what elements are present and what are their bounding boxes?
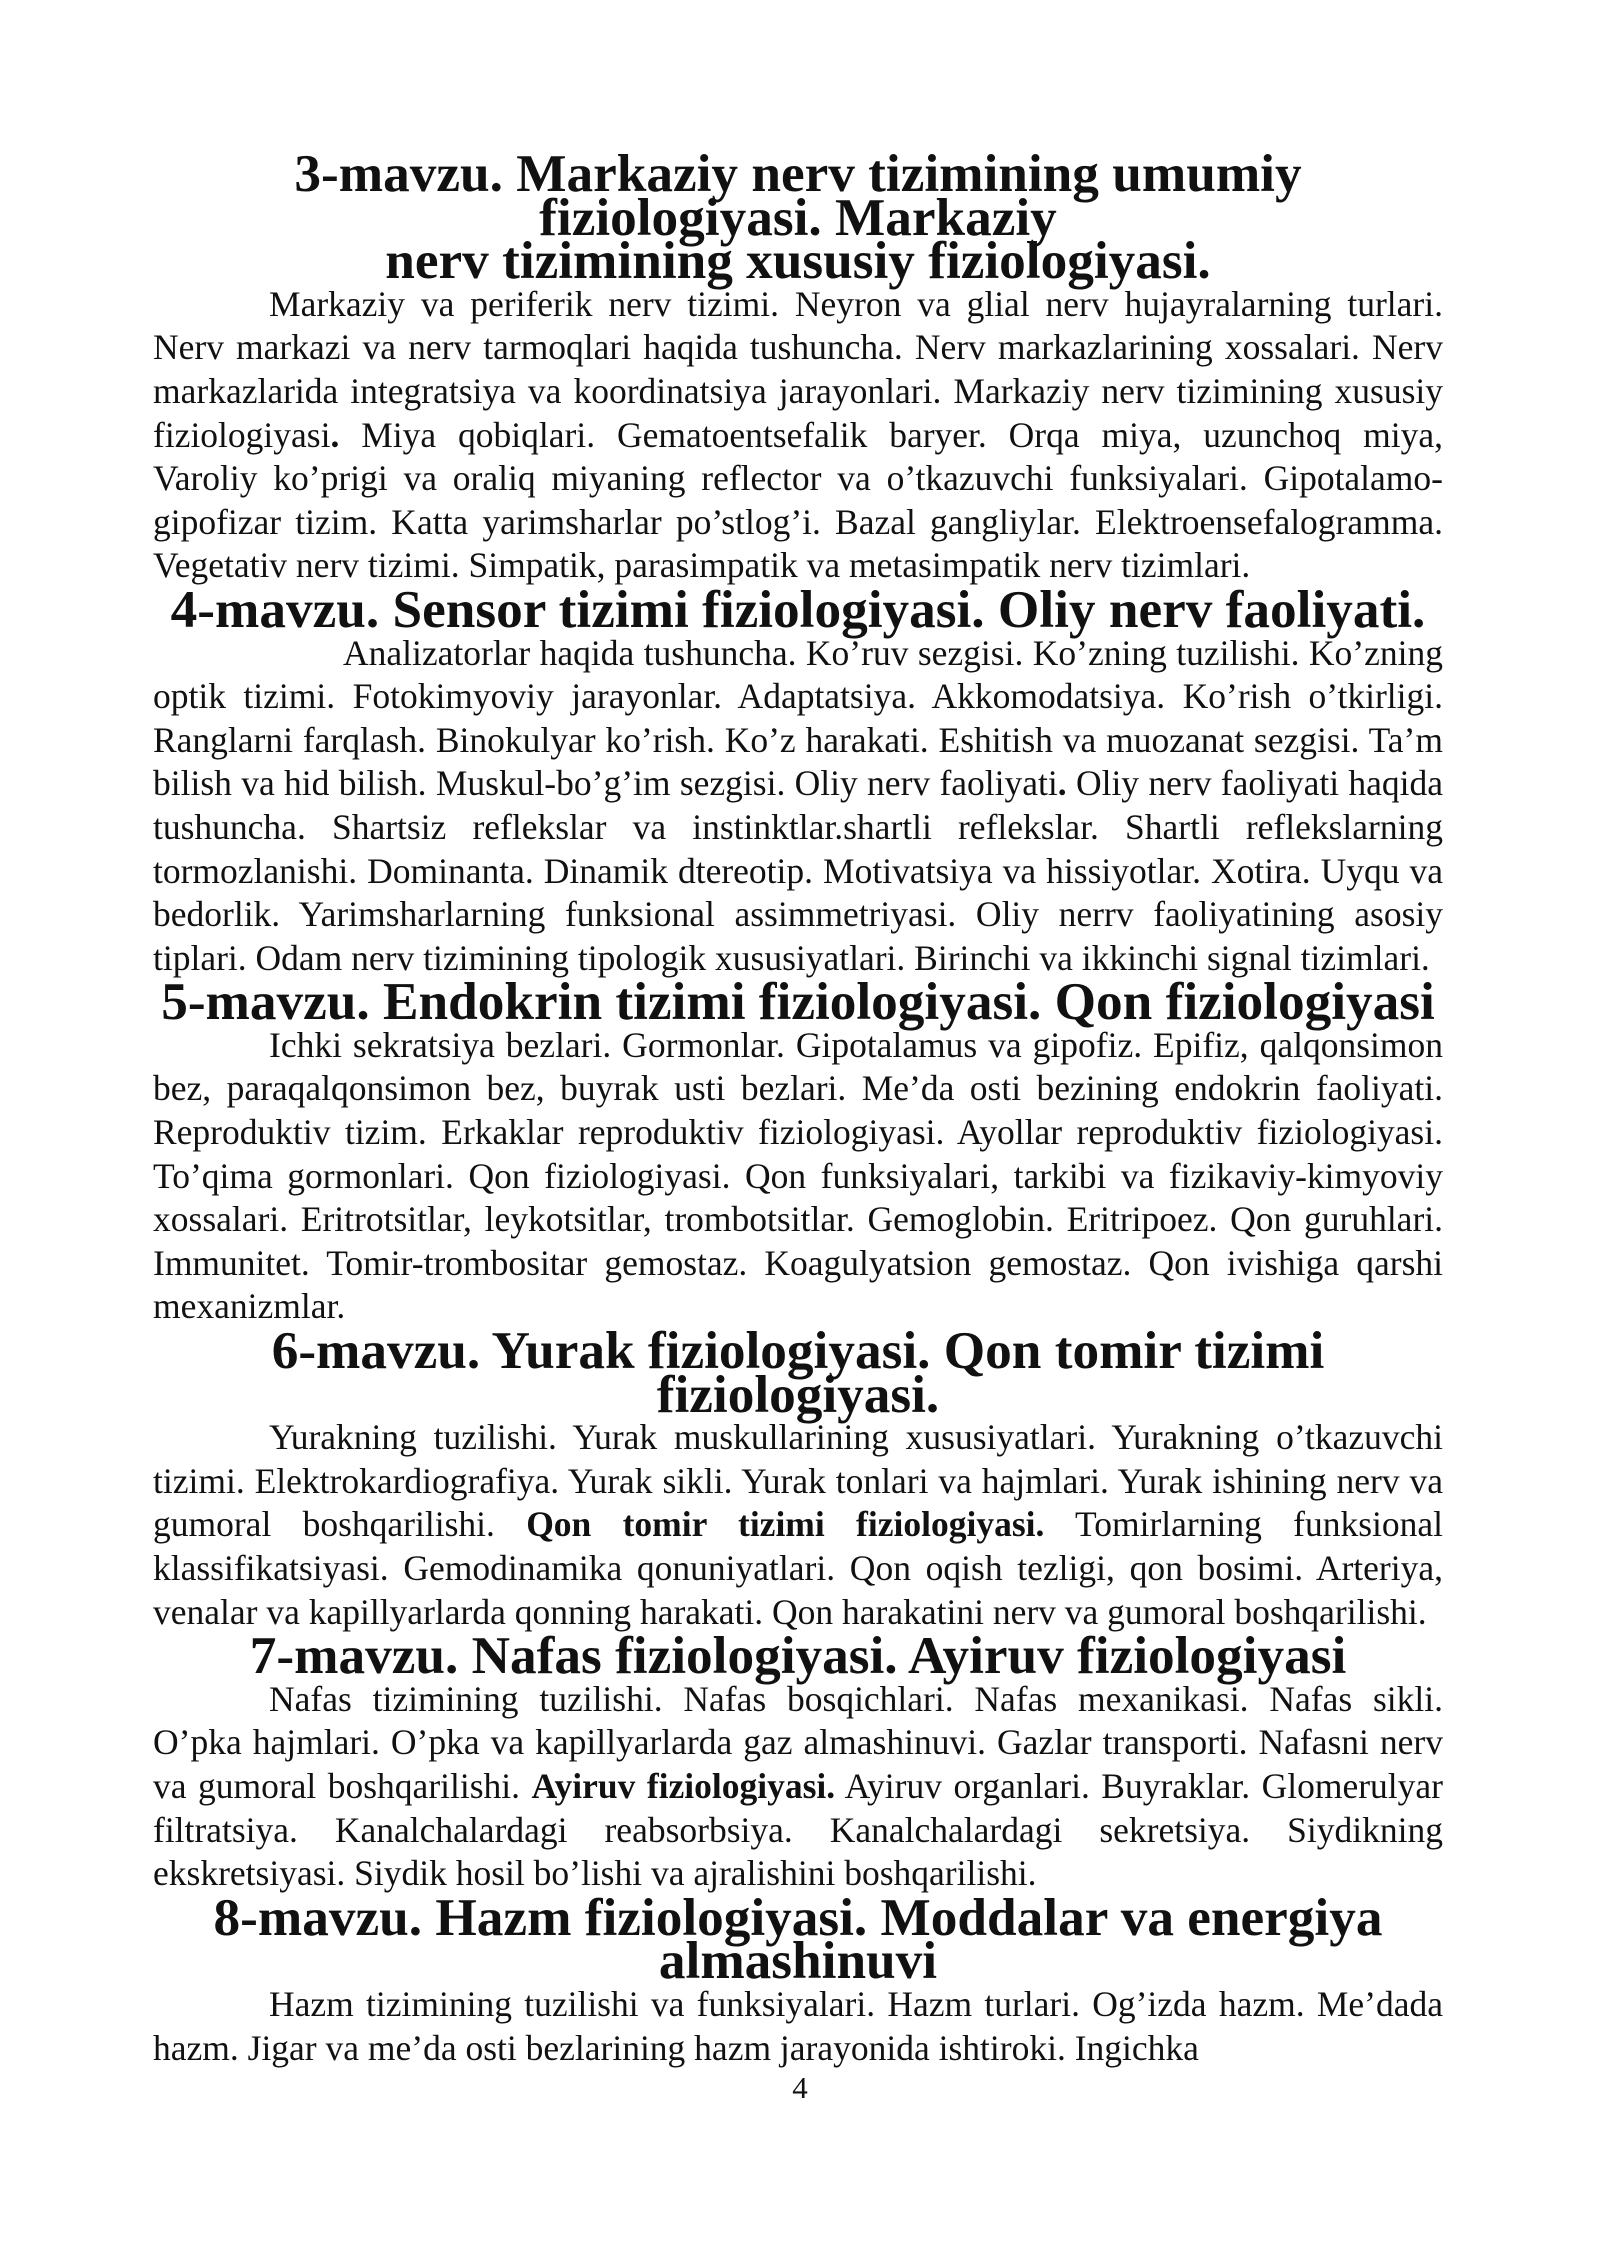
section-body-3 [153,283,1443,588]
section-body-6-part-1: Yurakning tuzilishi. Yurak muskullarining xususiyatlari. Yurakning o’tkazuvchi tizimi. Elektrokardiografiya. Yurak sikli. Yurak tonlari va hajmlari. Yurak ishining nerv va gumoral boshqarilishi. [153,1417,1443,1545]
section-body-5: Ichki sekratsiya bezlari. Gormonlar. Gipotalamus va gipofiz. Epifiz, qalqonsimon bez, paraqalqonsimon bez, buyrak usti bezlari. Me’da osti bezining endokrin faoliyati. Reproduktiv tizim. Erkaklar reproduktiv fiziologiyasi. Ayollar reproduktiv fiziologiyasi. To’qima gormonlari. Qon fiziologiyasi. Qon funksiyalari, tarkibi va fizikaviy-kimyoviy xossalari. Eritrotsitlar, leykotsitlar, trombotsitlar. Gemoglobin. Eritripoez. Qon guruhlari. Immunitet. Tomir-trombositar gemostaz. Koagulyatsion gemostaz. Qon ivishiga qarshi mexanizmlar. [153,1024,1443,1327]
section-heading-8: 8-mavzu. Hazm fiziologiyasi. Moddalar va energiya almashinuvi [213,1887,1383,1991]
section-body-3-bold-period: . [330,414,340,455]
section-heading-5: 5-mavzu. Endokrin tizimi fiziologiyasi. Qon fiziologiyasi [161,972,1435,1032]
page-number: 4 [792,2070,808,2105]
section-body-8: Hazm tizimining tuzilishi va funksiyalari. Hazm turlari. Og’izda hazm. Me’dada hazm. Jigar va me’da osti bezlarining hazm jarayonida ishtiroki. Ingichka [153,1983,1443,2068]
section-body-4-part-2: Oliy nerv faoliyati haqida tushuncha. Shartsiz reflekslar va instinktlar.shartli reflekslar. Shartli reflekslarning tormozlanishi. Dominanta. Dinamik dtereotip. Motivatsiya va hissiyotlar. Xotira. Uyqu va bedorlik. Yarimsharlarning funksional assimmetriyasi. Oliy nerrv faoliyatining asosiy tiplari. Odam nerv tizimining tipologik xususiyatlari. Birinchi va ikkinchi signal tizimlari. [153,763,1443,978]
section-body-7-part-1: Nafas tizimining tuzilishi. Nafas bosqichlari. Nafas mexanikasi. Nafas sikli. O’pka hajmlari. O’pka va kapillyarlarda gaz almashinuvi. Gazlar transporti. Nafasni nerv va gumoral boshqarilishi. [153,1678,1443,1806]
section-heading-3-line-2: nerv tizimining xususiy fiziologiyasi. [385,231,1211,291]
section-body-7-part-2: Ayiruv organlari. Buyraklar. Glomerulyar filtratsiya. Kanalchalardagi reabsorbsiya. Kanalchalardagi sekretsiya. Siydikning ekskretsiyasi. Siydik hosil bo’lishi va ajralishini boshqarilishi. [153,1765,1443,1894]
page-content [153,144,1443,2070]
section-body-4 [153,632,1443,981]
section-body-6-part-2: Tomirlarning funksional klassifikatsiyasi. Gemodinamika qonuniyatlari. Qon oqish tezligi, qon bosimi. Arteriya, venalar va kapillyarlarda qonning harakati. Qon harakatini nerv va gumoral boshqarilishi. [153,1504,1443,1632]
section-body-6 [153,1416,1443,1634]
section-body-4-part-1: Analizatorlar haqida tushuncha. Ko’ruv sezgisi. Ko’zning tuzilishi. Ko’zning optik tizimi. Fotokimyoviy jarayonlar. Adaptatsiya. Akkomodatsiya. Ko’rish o’tkirligi. Ranglarni farqlash. Binokulyar ko’rish. Ko’z harakati. Eshitish va muozanat sezgisi. Ta’m bilish va hid bilish. Muskul-bo’g’im sezgisi. Oliy nerv faoliyati [153,632,1443,804]
section-body-3-part-2: Miya qobiqlari. Gematoentsefalik baryer. Orqa miya, uzunchoq miya, Varoliy ko’prigi va oraliq miyaning reflector va o’tkazuvchi funksiyalari. Gipotalamo-gipofizar tizim. Katta yarimsharlar po’stlog’i. Bazal gangliylar. Elektroensefalogramma. Vegetativ nerv tizimi. Simpatik, parasimpatik va metasimpatik nerv tizimlari. [153,414,1443,586]
section-body-4-bold-period: . [1057,763,1067,804]
section-heading-7: 7-mavzu. Nafas fiziologiyasi. Ayiruv fiziologiyasi [249,1626,1347,1686]
section-body-7-bold-subtopic: Ayiruv fiziologiyasi. [531,1765,836,1806]
section-heading-3 [153,144,1443,291]
section-body-6-bold-subtopic: Qon tomir tizimi fiziologiyasi. [526,1504,1045,1545]
section-heading-6: 6-mavzu. Yurak fiziologiyasi. Qon tomir tizimi fiziologiyasi. [271,1321,1325,1424]
section-heading-3-line-1: 3-mavzu. Markaziy nerv tizimining umumiy fiziologiyasi. Markaziy [294,144,1302,247]
section-heading-4: 4-mavzu. Sensor tizimi fiziologiyasi. Oliy nerv faoliyati. [170,579,1426,639]
section-body-3-part-1: Markaziy va periferik nerv tizimi. Neyron va glial nerv hujayralarning turlari. Nerv markazi va nerv tarmoqlari haqida tushuncha. Nerv markazlarining xossalari. Nerv markazlarida integratsiya va koordinatsiya jarayonlari. Markaziy nerv tizimining xususiy fiziologiyasi [153,283,1443,455]
section-body-7 [153,1678,1443,1896]
